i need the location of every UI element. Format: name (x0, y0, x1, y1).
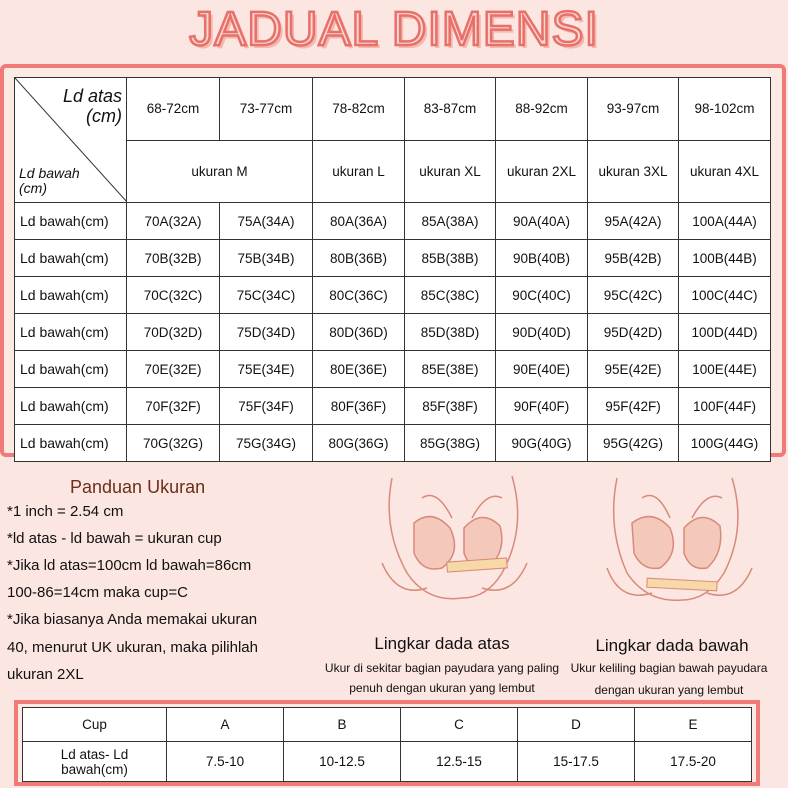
size-cell: 95A(42A) (588, 203, 679, 240)
left-caption-title: Lingkar dada atas (374, 634, 510, 653)
size-cell: 100G(44G) (679, 425, 771, 462)
cup-range: 10-12.5 (284, 742, 401, 782)
cup-row-label-line1: Ld atas- Ld (60, 746, 129, 762)
cup-header-label: Cup (23, 708, 167, 742)
right-caption-sub2: dengan ukuran yang lembut (594, 683, 744, 697)
size-cell: 70G(32G) (127, 425, 220, 462)
size-cell: 85B(38B) (405, 240, 496, 277)
guide-line: *Jika ld atas=100cm ld bawah=86cm (7, 557, 252, 574)
corner-top-unit: (cm) (86, 106, 122, 126)
size-cell: 100F(44F) (679, 388, 771, 425)
size-cell: 80D(36D) (313, 314, 405, 351)
size-cell: 90C(40C) (496, 277, 588, 314)
measurement-illustrations (324, 468, 786, 700)
column-header: 93-97cm (588, 78, 679, 141)
corner-bottom-text: Ld bawah (19, 165, 80, 181)
size-cell: 75G(34G) (220, 425, 313, 462)
cup-row-label-line2: bawah(cm) (61, 761, 128, 777)
page-title: JADUAL DIMENSI (189, 3, 599, 56)
cup-header: B (284, 708, 401, 742)
row-label: Ld bawah(cm) (15, 240, 127, 277)
size-cell: 95D(42D) (588, 314, 679, 351)
size-cell: 75E(34E) (220, 351, 313, 388)
size-cell: 80A(36A) (313, 203, 405, 240)
size-cell: 95C(42C) (588, 277, 679, 314)
corner-bottom-label (19, 166, 80, 196)
size-cell: 70E(32E) (127, 351, 220, 388)
table-row (15, 203, 771, 240)
size-table-body (15, 203, 771, 462)
table-row (15, 314, 771, 351)
guide-title: Panduan Ukuran (70, 477, 206, 497)
size-cell: 75B(34B) (220, 240, 313, 277)
cup-header: D (518, 708, 635, 742)
size-label-cell: ukuran 2XL (496, 140, 588, 203)
table-row (15, 388, 771, 425)
size-cell: 70B(32B) (127, 240, 220, 277)
cup-header: C (401, 708, 518, 742)
cup-header: E (635, 708, 752, 742)
corner-header-cell (15, 78, 127, 203)
column-header: 83-87cm (405, 78, 496, 141)
cup-table (22, 707, 752, 782)
row-label: Ld bawah(cm) (15, 203, 127, 240)
size-cell: 100E(44E) (679, 351, 771, 388)
guide-line: *ld atas - ld bawah = ukuran cup (7, 530, 222, 547)
size-cell: 85E(38E) (405, 351, 496, 388)
cup-range: 12.5-15 (401, 742, 518, 782)
table-row (15, 425, 771, 462)
size-cell: 70D(32D) (127, 314, 220, 351)
size-cell: 90D(40D) (496, 314, 588, 351)
size-cell: 75F(34F) (220, 388, 313, 425)
size-cell: 80E(36E) (313, 351, 405, 388)
size-label-cell: ukuran 3XL (588, 140, 679, 203)
corner-top-text: Ld atas (62, 86, 122, 106)
size-cell: 70F(32F) (127, 388, 220, 425)
size-cell: 75C(34C) (220, 277, 313, 314)
row-label: Ld bawah(cm) (15, 425, 127, 462)
size-cell: 80C(36C) (313, 277, 405, 314)
guide-line: *Jika biasanya Anda memakai ukuran (7, 611, 258, 628)
right-caption-sub1: Ukur keliling bagian bawah payudara (570, 661, 768, 675)
right-caption-title: Lingkar dada bawah (595, 636, 749, 655)
size-cell: 80B(36B) (313, 240, 405, 277)
cup-row-label (23, 742, 167, 782)
size-cell: 95F(42F) (588, 388, 679, 425)
size-cell: 85A(38A) (405, 203, 496, 240)
size-table (14, 77, 771, 462)
table-row (15, 240, 771, 277)
size-cell: 100B(44B) (679, 240, 771, 277)
size-cell: 100C(44C) (679, 277, 771, 314)
bust-measure-illustration (352, 468, 786, 628)
column-header: 73-77cm (220, 78, 313, 141)
corner-bottom-unit: (cm) (19, 180, 47, 196)
column-header: 98-102cm (679, 78, 771, 141)
size-cell: 90E(40E) (496, 351, 588, 388)
column-header: 78-82cm (313, 78, 405, 141)
size-cell: 85D(38D) (405, 314, 496, 351)
guide-line: 100-86=14cm maka cup=C (7, 584, 188, 601)
size-cell: 95E(42E) (588, 351, 679, 388)
size-cell: 100A(44A) (679, 203, 771, 240)
size-cell: 80F(36F) (313, 388, 405, 425)
guide-line: ukuran 2XL (7, 666, 84, 683)
size-cell: 90B(40B) (496, 240, 588, 277)
cup-range: 15-17.5 (518, 742, 635, 782)
size-cell: 95B(42B) (588, 240, 679, 277)
size-label-cell: ukuran XL (405, 140, 496, 203)
table-row (15, 351, 771, 388)
size-cell: 70C(32C) (127, 277, 220, 314)
row-label: Ld bawah(cm) (15, 388, 127, 425)
size-cell: 90G(40G) (496, 425, 588, 462)
size-cell: 85G(38G) (405, 425, 496, 462)
row-label: Ld bawah(cm) (15, 351, 127, 388)
size-cell: 100D(44D) (679, 314, 771, 351)
guide-line: *1 inch = 2.54 cm (7, 503, 124, 520)
guide-line: 40, menurut UK ukuran, maka pilihlah (7, 639, 258, 656)
left-caption-sub1: Ukur di sekitar bagian payudara yang paling (324, 661, 560, 675)
corner-top-label (63, 86, 122, 126)
size-cell: 90A(40A) (496, 203, 588, 240)
column-header: 68-72cm (127, 78, 220, 141)
table-row (15, 277, 771, 314)
size-cell: 90F(40F) (496, 388, 588, 425)
cup-range: 17.5-20 (635, 742, 752, 782)
size-label-cell: ukuran L (313, 140, 405, 203)
cup-header: A (167, 708, 284, 742)
row-label: Ld bawah(cm) (15, 314, 127, 351)
size-cell: 70A(32A) (127, 203, 220, 240)
row-label: Ld bawah(cm) (15, 277, 127, 314)
size-cell: 75D(34D) (220, 314, 313, 351)
column-header: 88-92cm (496, 78, 588, 141)
left-caption-sub2: penuh dengan ukuran yang lembut (349, 681, 535, 695)
size-cell: 85C(38C) (405, 277, 496, 314)
size-cell: 85F(38F) (405, 388, 496, 425)
size-label-cell: ukuran 4XL (679, 140, 771, 203)
size-cell: 80G(36G) (313, 425, 405, 462)
cup-range: 7.5-10 (167, 742, 284, 782)
size-cell: 75A(34A) (220, 203, 313, 240)
size-cell: 95G(42G) (588, 425, 679, 462)
size-label-cell: ukuran M (127, 140, 313, 203)
